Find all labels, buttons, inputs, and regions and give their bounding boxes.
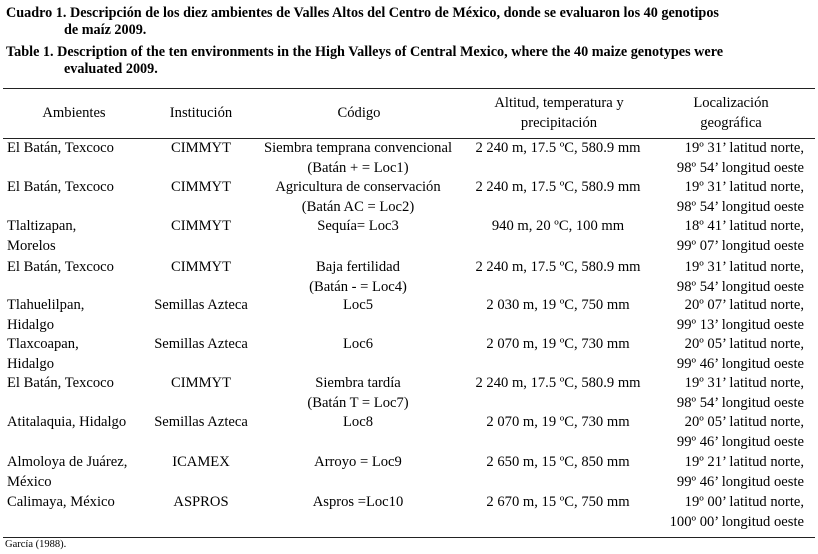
source-note: García (1988). [5, 539, 67, 550]
cell-ambiente-line2: Hidalgo [7, 316, 55, 333]
cell-localizacion-line2: 99º 07’ longitud oeste [676, 237, 804, 254]
cell-localizacion-line1: 19º 31’ latitud norte, [684, 179, 804, 195]
cell-institucion [140, 374, 262, 394]
cell-localizacion-line1: 20º 07’ latitud norte, [684, 297, 804, 313]
cell-codigo [252, 335, 464, 355]
cell-altitud [462, 178, 654, 198]
cell-localizacion [650, 217, 804, 256]
cell-localizacion-line1: 19º 00’ latitud norte, [684, 494, 804, 510]
cell-ambiente [7, 296, 157, 335]
cell-codigo [252, 178, 464, 217]
cell-altitud [462, 217, 654, 237]
cell-institucion-line1: Semillas Azteca [154, 336, 248, 352]
cell-ambiente-line1: Calimaya, México [7, 494, 115, 510]
header-localizacion [654, 94, 808, 133]
cell-ambiente [7, 493, 157, 513]
cell-institucion-line1: CIMMYT [171, 259, 231, 275]
cell-codigo-line1: Baja fertilidad [316, 259, 400, 275]
cell-localizacion-line2: 98º 54’ longitud oeste [676, 159, 804, 176]
cell-localizacion-line2: 99º 46’ longitud oeste [676, 433, 804, 450]
cell-localizacion [650, 374, 804, 413]
header-altitud-line2: precipitación [520, 114, 598, 131]
cell-codigo [252, 413, 464, 433]
cell-institucion [140, 413, 262, 433]
cell-institucion-line1: Semillas Azteca [154, 414, 248, 430]
cell-institucion [140, 139, 262, 159]
cell-localizacion-line2: 98º 54’ longitud oeste [676, 198, 804, 215]
cell-localizacion [650, 493, 804, 532]
cell-institucion-line1: CIMMYT [171, 375, 231, 391]
cell-codigo-line2: (Batán T = Loc7) [307, 394, 409, 411]
cell-ambiente [7, 413, 157, 433]
cell-altitud [462, 296, 654, 316]
cell-ambiente-line1: El Batán, Texcoco [7, 375, 114, 391]
cell-ambiente-line1: Tlaltizapan, [7, 218, 77, 234]
cell-localizacion-line2: 98º 54’ longitud oeste [676, 278, 804, 295]
cell-codigo [252, 493, 464, 513]
cell-codigo-line1: Arroyo = Loc9 [314, 454, 402, 470]
cell-localizacion [650, 335, 804, 374]
cell-altitud [462, 335, 654, 355]
cell-altitud-line1: 2 030 m, 19 ºC, 750 mm [486, 297, 630, 313]
cell-altitud-line1: 2 240 m, 17.5 ºC, 580.9 mm [475, 259, 641, 275]
cell-ambiente-line1: El Batán, Texcoco [7, 179, 114, 195]
cell-ambiente [7, 178, 157, 198]
cell-ambiente [7, 258, 157, 278]
cell-altitud-line1: 2 240 m, 17.5 ºC, 580.9 mm [475, 375, 641, 391]
cell-codigo-line2: (Batán AC = Loc2) [301, 198, 415, 215]
cell-institucion [140, 453, 262, 473]
cell-codigo-line1: Aspros =Loc10 [312, 494, 404, 510]
cell-localizacion-line1: 18º 41’ latitud norte, [684, 218, 804, 234]
cell-codigo [252, 374, 464, 413]
header-altitud-line1: Altitud, temperatura y [494, 95, 624, 111]
cell-codigo [252, 217, 464, 237]
cell-ambiente [7, 453, 157, 492]
cell-localizacion-line1: 19º 21’ latitud norte, [684, 454, 804, 470]
cell-ambiente-line2: Hidalgo [7, 355, 55, 372]
cell-institucion [140, 493, 262, 513]
header-localizacion-line2: geográfica [700, 114, 762, 131]
cell-localizacion-line1: 19º 31’ latitud norte, [684, 375, 804, 391]
cell-codigo [252, 296, 464, 316]
cell-localizacion-line1: 19º 31’ latitud norte, [684, 140, 804, 156]
cell-ambiente [7, 217, 157, 256]
cell-altitud [462, 139, 654, 159]
cell-altitud [462, 374, 654, 394]
cell-ambiente [7, 335, 157, 374]
cell-codigo-line1: Sequía= Loc3 [317, 218, 399, 234]
table-bottom-rule [3, 537, 815, 538]
cell-codigo-line1: Siembra temprana convencional [263, 140, 453, 156]
header-localizacion-line1: Localización [693, 95, 769, 111]
cell-altitud-line1: 2 070 m, 19 ºC, 730 mm [486, 414, 630, 430]
cell-localizacion-line2: 98º 54’ longitud oeste [676, 394, 804, 411]
cell-institucion-line1: ICAMEX [172, 454, 230, 470]
cell-localizacion-line2: 100º 00’ longitud oeste [669, 513, 804, 530]
cell-localizacion [650, 413, 804, 452]
cell-localizacion-line2: 99º 46’ longitud oeste [676, 473, 804, 490]
header-codigo: Código [337, 105, 381, 121]
cell-codigo-line2: (Batán - = Loc4) [309, 278, 407, 295]
table-top-rule [3, 88, 815, 89]
cell-localizacion [650, 139, 804, 178]
cell-ambiente-line1: Tlaxcoapan, [7, 336, 79, 352]
cell-altitud-line1: 2 240 m, 17.5 ºC, 580.9 mm [475, 140, 641, 156]
cell-ambiente-line1: Tlahuelilpan, [7, 297, 85, 313]
cell-institucion-line1: ASPROS [173, 494, 229, 510]
cell-institucion [140, 335, 262, 355]
cell-institucion-line1: CIMMYT [171, 140, 231, 156]
cell-ambiente-line1: Atitalaquia, Hidalgo [7, 414, 127, 430]
cell-ambiente-line2: Morelos [7, 237, 56, 254]
cell-altitud-line1: 2 650 m, 15 ºC, 850 mm [486, 454, 630, 470]
cell-ambiente [7, 374, 157, 394]
cell-localizacion [650, 258, 804, 297]
cell-ambiente [7, 139, 157, 159]
cell-codigo-line1: Siembra tardía [315, 375, 401, 391]
cell-ambiente-line1: El Batán, Texcoco [7, 259, 114, 275]
cell-institucion-line1: CIMMYT [171, 179, 231, 195]
header-altitud [466, 94, 652, 133]
cell-localizacion [650, 296, 804, 335]
cell-altitud [462, 453, 654, 473]
cell-altitud-line1: 2 240 m, 17.5 ºC, 580.9 mm [475, 179, 641, 195]
cell-institucion-line1: Semillas Azteca [154, 297, 248, 313]
cell-institucion [140, 258, 262, 278]
cell-codigo-line1: Agricultura de conservación [275, 179, 441, 195]
cell-codigo [252, 453, 464, 473]
cell-institucion [140, 178, 262, 198]
cell-ambiente-line2: México [7, 473, 52, 490]
caption-english-line1: Table 1. Description of the ten environments in the High Valleys of Central Mexico, where the 40 maize genotypes were [6, 44, 724, 60]
cell-altitud-line1: 2 070 m, 19 ºC, 730 mm [486, 336, 630, 352]
header-ambientes: Ambientes [42, 105, 106, 121]
cell-localizacion-line1: 20º 05’ latitud norte, [684, 414, 804, 430]
cell-localizacion-line1: 19º 31’ latitud norte, [684, 259, 804, 275]
caption-spanish-line1: Cuadro 1. Descripción de los diez ambientes de Valles Altos del Centro de México, donde se evaluaron los 40 genotipos [6, 5, 719, 21]
cell-altitud [462, 258, 654, 278]
cell-ambiente-line1: Almoloya de Juárez, [7, 454, 128, 470]
cell-altitud [462, 413, 654, 433]
header-institucion: Institución [169, 105, 233, 121]
cell-localizacion-line1: 20º 05’ latitud norte, [684, 336, 804, 352]
cell-institucion [140, 296, 262, 316]
cell-codigo-line1: Loc8 [343, 414, 373, 430]
cell-altitud-line1: 940 m, 20 ºC, 100 mm [491, 218, 625, 234]
cell-codigo-line2: (Batán + = Loc1) [307, 159, 409, 176]
cell-codigo-line1: Loc5 [343, 297, 373, 313]
caption-spanish-line2: de maíz 2009. [64, 22, 147, 38]
cell-codigo [252, 258, 464, 297]
cell-localizacion-line2: 99º 13’ longitud oeste [676, 316, 804, 333]
cell-codigo-line1: Loc6 [343, 336, 373, 352]
caption-english [6, 44, 814, 78]
caption-english-line2: evaluated 2009. [64, 61, 158, 77]
cell-institucion [140, 217, 262, 237]
cell-institucion-line1: CIMMYT [171, 218, 231, 234]
cell-ambiente-line1: El Batán, Texcoco [7, 140, 114, 156]
cell-localizacion [650, 453, 804, 492]
cell-localizacion [650, 178, 804, 217]
cell-altitud [462, 493, 654, 513]
cell-codigo [252, 139, 464, 178]
caption-spanish [6, 5, 814, 39]
cell-altitud-line1: 2 670 m, 15 ºC, 750 mm [486, 494, 630, 510]
cell-localizacion-line2: 99º 46’ longitud oeste [676, 355, 804, 372]
